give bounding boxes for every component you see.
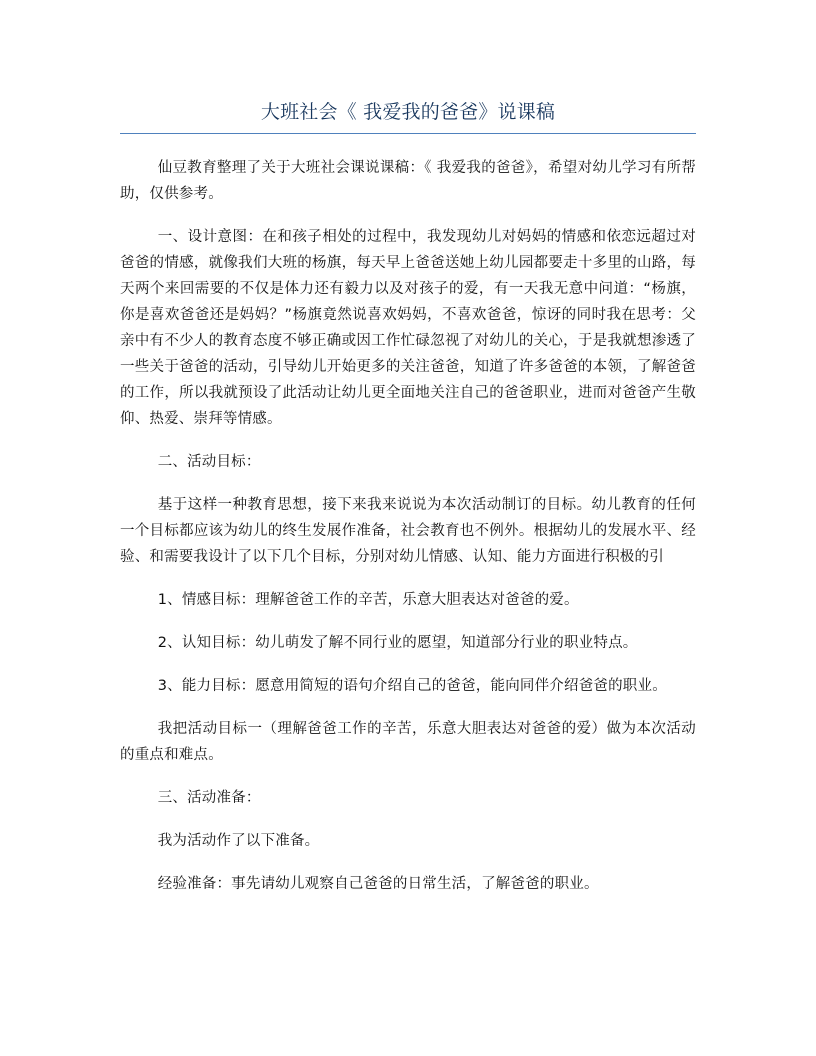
document-title: 大班社会《 我爱我的爸爸》说课稿 [260,101,556,123]
paragraph-preparation-heading: 三、活动准备： [157,790,261,806]
paragraph-intro: 仙豆教育整理了关于大班社会课说课稿：《 我爱我的爸爸》，希望对幼儿学习有所帮助，仅供参考。 [120,160,696,202]
paragraph-emotion-goal: 1、情感目标：理解爸爸工作的辛苦，乐意大胆表达对爸爸的爱。 [157,592,579,608]
paragraph-cognitive-goal: 2、认知目标：幼儿萌发了解不同行业的愿望，知道部分行业的职业特点。 [157,635,638,651]
paragraph-preparation-intro: 我为活动作了以下准备。 [157,833,320,849]
paragraph-ability-goal: 3、能力目标：愿意用简短的语句介绍自己的爸爸，能向同伴介绍爸爸的职业。 [157,678,667,694]
paragraph-goals-heading: 二、活动目标： [157,454,261,470]
paragraph-experience-preparation: 经验准备：事先请幼儿观察自己爸爸的日常生活，了解爸爸的职业。 [157,876,599,892]
paragraph-goals-description: 基于这样一种教育思想，接下来我来说说为本次活动制订的目标。幼儿教育的任何一个目标都应该为幼儿的终生发展作准备，社会教育也不例外。根据幼儿的发展水平、经验、和需要我设计了以下几个目标，分别对幼儿情感、认知、能力方面进行积极的引 [120,497,696,565]
title-underline [120,133,696,134]
document-body [120,155,696,914]
paragraph-key-point: 我把活动目标一（理解爸爸工作的辛苦，乐意大胆表达对爸爸的爱）做为本次活动的重点和难点。 [120,721,696,763]
paragraph-design-intent: 一、设计意图：在和孩子相处的过程中，我发现幼儿对妈妈的情感和依恋远超过对爸爸的情感，就像我们大班的杨旗，每天早上爸爸送她上幼儿园都要走十多里的山路，每天两个来回需要的不仅是体力还有毅力以及对孩子的爱，有一天我无意中问道：“杨旗，你是喜欢爸爸还是妈妈？”杨旗竟然说喜欢妈妈，不喜欢爸爸，惊讶的同时我在思考：父亲中有不少人的教育态度不够正确或因工作忙碌忽视了对幼儿的关心，于是我就想渗透了一些关于爸爸的活动，引导幼儿开始更多的关注爸爸，知道了许多爸爸的本领，了解爸爸的工作，所以我就预设了此活动让幼儿更全面地关注自己的爸爸职业，进而对爸爸产生敬仰、热爱、崇拜等情感。 [120,229,696,427]
